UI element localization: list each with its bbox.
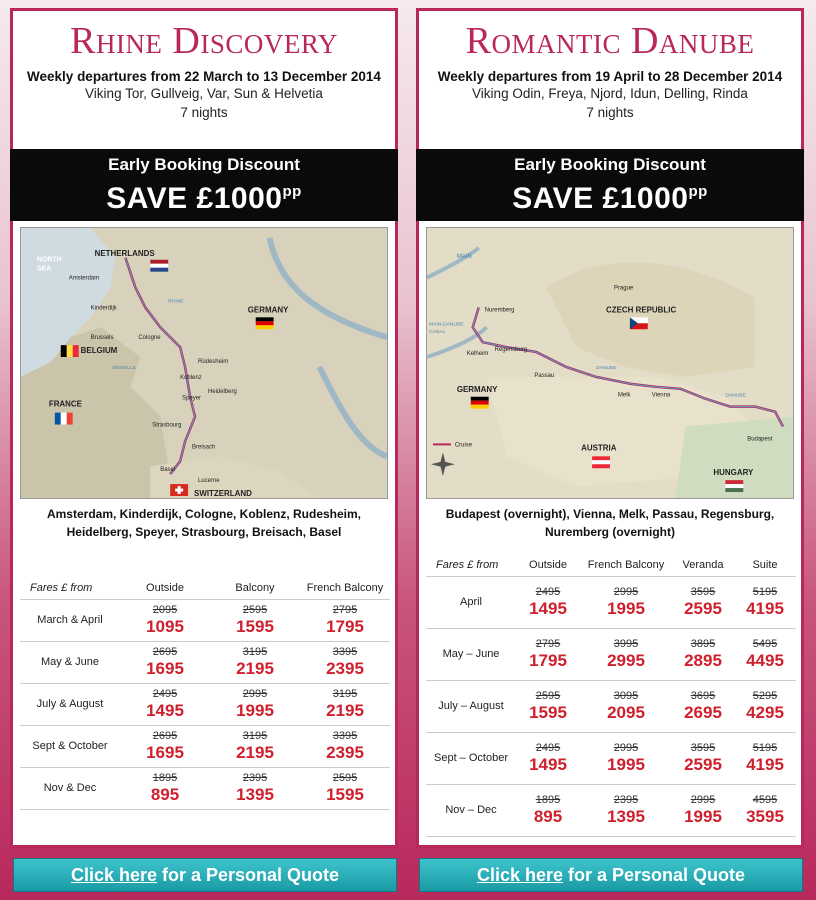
rhine-quote-text: for a Personal Quote xyxy=(157,865,340,885)
old-price: 2395 xyxy=(613,794,639,806)
old-price: 3395 xyxy=(332,646,358,658)
rhine-fare-period: Nov & Dec xyxy=(20,767,120,809)
rhine-map-label-kinderdijk: Kinderdijk xyxy=(90,305,117,312)
discounted-price: 1695 xyxy=(146,743,184,762)
danube-fare-period: April xyxy=(426,576,516,628)
old-price: 2995 xyxy=(690,794,716,806)
danube-map-label-melk: Melk xyxy=(617,392,631,399)
rhine-fare-period: July & August xyxy=(20,683,120,725)
danube-fares-header-0: Fares £ from xyxy=(426,554,516,576)
discounted-price: 1795 xyxy=(529,651,567,670)
hungary-flag-icon xyxy=(725,480,743,492)
old-price: 2595 xyxy=(242,604,268,616)
danube-fare-cell xyxy=(580,680,672,732)
rhine-title: Rhine Discovery xyxy=(70,20,338,62)
danube-discount-banner xyxy=(416,149,804,221)
table-row xyxy=(426,680,796,732)
discounted-price: 3595 xyxy=(746,807,784,826)
danube-fare-cell xyxy=(580,784,672,836)
rhine-map-label-north: NORTH xyxy=(36,256,62,264)
rhine-map-label-germany: GERMANY xyxy=(247,305,289,315)
danube-map-legend-cruise: Cruise xyxy=(454,442,473,449)
table-row xyxy=(20,767,390,809)
rhine-map-label-moselle: MOSELLE xyxy=(112,365,136,371)
rhine-fare-period: Sept & October xyxy=(20,725,120,767)
old-price: 3695 xyxy=(690,690,716,702)
danube-ports: Budapest (overnight), Vienna, Melk, Passau, Regensburg, Nuremberg (overnight) xyxy=(445,507,775,539)
danube-fare-cell xyxy=(516,680,580,732)
discounted-price: 2695 xyxy=(684,703,722,722)
rhine-map-label-cologne: Cologne xyxy=(138,335,161,342)
table-row xyxy=(20,725,390,767)
table-row xyxy=(20,641,390,683)
danube-fare-period: Sept – October xyxy=(426,732,516,784)
rhine-fares-header-2: Balcony xyxy=(210,577,300,599)
discounted-price: 1995 xyxy=(236,701,274,720)
danube-fare-cell xyxy=(672,680,734,732)
old-price: 2795 xyxy=(332,604,358,616)
rhine-fare-cell xyxy=(210,725,300,767)
rhine-fare-cell xyxy=(210,641,300,683)
danube-nights: 7 nights xyxy=(586,105,634,120)
danube-fare-cell xyxy=(672,628,734,680)
rhine-fare-period: May & June xyxy=(20,641,120,683)
table-row xyxy=(426,784,796,836)
discounted-price: 2595 xyxy=(684,599,722,618)
old-price: 3095 xyxy=(613,690,639,702)
rhine-map-label-netherlands: NETHERLANDS xyxy=(94,248,155,258)
discounted-price: 2195 xyxy=(326,701,364,720)
rhine-fare-cell xyxy=(210,599,300,641)
danube-fare-cell xyxy=(580,628,672,680)
old-price: 2495 xyxy=(535,586,561,598)
danube-fare-cell xyxy=(734,576,796,628)
rhine-map-label-basel: Basel xyxy=(160,467,176,474)
old-price: 5195 xyxy=(752,742,778,754)
discounted-price: 1495 xyxy=(146,701,184,720)
danube-map-label-main: MAIN xyxy=(456,253,472,260)
rhine-map-label-breisach: Breisach xyxy=(192,444,216,451)
danube-map xyxy=(426,227,794,499)
danube-fare-cell xyxy=(734,732,796,784)
danube-fares-header-1: Outside xyxy=(516,554,580,576)
rhine-map-label-brussels: Brussels xyxy=(90,335,114,342)
switzerland-flag-icon xyxy=(170,484,188,496)
old-price: 2095 xyxy=(152,604,178,616)
discounted-price: 1395 xyxy=(607,807,645,826)
rhine-banner-save xyxy=(10,175,398,216)
rhine-nights: 7 nights xyxy=(180,105,228,120)
france-flag-icon xyxy=(55,413,73,425)
old-price: 3195 xyxy=(332,688,358,700)
danube-fare-period: July – August xyxy=(426,680,516,732)
belgium-flag-icon xyxy=(61,345,79,357)
old-price: 5195 xyxy=(752,586,778,598)
discounted-price: 2995 xyxy=(607,651,645,670)
danube-map-label-nuremberg: Nuremberg xyxy=(484,307,515,314)
old-price: 3395 xyxy=(332,730,358,742)
old-price: 1895 xyxy=(535,794,561,806)
danube-map-label-vienna: Vienna xyxy=(651,392,671,399)
old-price: 2695 xyxy=(152,730,178,742)
discounted-price: 895 xyxy=(533,807,563,826)
discounted-price: 2895 xyxy=(684,651,722,670)
danube-map-label-regensburg: Regensburg xyxy=(494,347,528,354)
old-price: 2595 xyxy=(332,772,358,784)
rhine-fare-cell xyxy=(120,683,210,725)
danube-fare-cell xyxy=(734,784,796,836)
rhine-fares-header-0: Fares £ from xyxy=(20,577,120,599)
rhine-map xyxy=(20,227,388,499)
rhine-fares-header-1: Outside xyxy=(120,577,210,599)
old-price: 5295 xyxy=(752,690,778,702)
table-row xyxy=(426,732,796,784)
netherlands-flag-icon xyxy=(150,260,168,272)
rhine-save-amount: SAVE £1000 xyxy=(106,182,283,215)
discounted-price: 1695 xyxy=(146,659,184,678)
discounted-price: 1095 xyxy=(146,617,184,636)
old-price: 1895 xyxy=(152,772,178,784)
rhine-map-label-strasbourg: Strasbourg xyxy=(152,422,182,429)
danube-map-label-austria: AUSTRIA xyxy=(581,443,617,453)
danube-fares-table xyxy=(426,554,796,837)
danube-fare-cell xyxy=(734,628,796,680)
danube-fare-cell xyxy=(672,732,734,784)
rhine-fare-cell xyxy=(120,725,210,767)
discounted-price: 4195 xyxy=(746,755,784,774)
danube-fares-header-4: Suite xyxy=(734,554,796,576)
danube-map-label-czech: CZECH REPUBLIC xyxy=(606,305,677,315)
old-price: 3995 xyxy=(613,638,639,650)
danube-save-pp: pp xyxy=(688,183,708,200)
discounted-price: 1495 xyxy=(529,599,567,618)
danube-fare-period: Nov – Dec xyxy=(426,784,516,836)
old-price: 2995 xyxy=(613,586,639,598)
austria-flag-icon xyxy=(592,456,610,468)
discounted-price: 2095 xyxy=(607,703,645,722)
discounted-price: 2395 xyxy=(326,743,364,762)
danube-quote-button[interactable] xyxy=(419,858,803,892)
danube-map-label-canal: CANAL xyxy=(428,330,446,336)
danube-fare-cell xyxy=(672,784,734,836)
danube-fares-header-2: French Balcony xyxy=(580,554,672,576)
table-row xyxy=(20,683,390,725)
rhine-fare-cell xyxy=(120,599,210,641)
old-price: 5495 xyxy=(752,638,778,650)
rhine-ships: Viking Tor, Gullveig, Var, Sun & Helvetia xyxy=(85,86,323,101)
rhine-ports: Amsterdam, Kinderdijk, Cologne, Koblenz, Rudesheim, Heidelberg, Speyer, Strasbourg, Breisach, Basel xyxy=(46,507,362,539)
old-price: 2395 xyxy=(242,772,268,784)
old-price: 3895 xyxy=(690,638,716,650)
old-price: 2995 xyxy=(242,688,268,700)
discounted-price: 2195 xyxy=(236,659,274,678)
danube-map-label-prague: Prague xyxy=(613,285,634,292)
old-price: 3195 xyxy=(242,646,268,658)
old-price: 2495 xyxy=(152,688,178,700)
czech-flag-icon xyxy=(630,317,648,329)
discounted-price: 4295 xyxy=(746,703,784,722)
danube-map-label-kelheim: Kelheim xyxy=(466,351,489,358)
discounted-price: 1795 xyxy=(326,617,364,636)
old-price: 3595 xyxy=(690,586,716,598)
rhine-fare-cell xyxy=(210,683,300,725)
danube-map-label-danube2: DANUBE xyxy=(725,393,747,399)
rhine-banner-heading: Early Booking Discount xyxy=(108,155,300,174)
danube-fare-cell xyxy=(734,680,796,732)
danube-fare-cell xyxy=(516,732,580,784)
germany-flag-icon xyxy=(471,397,489,409)
rhine-map-label-sea: SEA xyxy=(36,265,52,273)
old-price: 2495 xyxy=(535,742,561,754)
old-price: 2695 xyxy=(152,646,178,658)
rhine-fare-cell xyxy=(300,599,390,641)
danube-banner-heading: Early Booking Discount xyxy=(514,155,706,174)
rhine-map-label-france: FRANCE xyxy=(48,399,82,409)
rhine-map-label-koblenz: Koblenz xyxy=(180,374,202,381)
rhine-fare-cell xyxy=(210,767,300,809)
danube-save-amount: SAVE £1000 xyxy=(512,182,689,215)
rhine-map-label-river: RHINE xyxy=(168,299,184,305)
germany-flag-icon xyxy=(256,317,274,329)
rhine-map-label-lucerne: Lucerne xyxy=(198,478,220,485)
discounted-price: 1995 xyxy=(607,599,645,618)
rhine-discount-banner xyxy=(10,149,398,221)
rhine-fares-table xyxy=(20,577,390,810)
rhine-quote-button[interactable] xyxy=(13,858,397,892)
discounted-price: 2195 xyxy=(236,743,274,762)
rhine-save-pp: pp xyxy=(282,183,302,200)
danube-map-label-passau: Passau xyxy=(534,372,555,379)
danube-quote-text: for a Personal Quote xyxy=(563,865,746,885)
danube-quote-link[interactable]: Click here xyxy=(476,865,563,885)
rhine-fares-header-3: French Balcony xyxy=(300,577,390,599)
rhine-fare-cell xyxy=(300,683,390,725)
danube-fare-cell xyxy=(516,628,580,680)
rhine-map-label-heidelberg: Heidelberg xyxy=(207,388,237,395)
discounted-price: 1595 xyxy=(326,785,364,804)
danube-title: Romantic Danube xyxy=(465,20,755,62)
discounted-price: 1595 xyxy=(236,617,274,636)
rhine-departures: Weekly departures from 22 March to 13 December 2014 xyxy=(27,69,381,84)
danube-fares-header-3: Veranda xyxy=(672,554,734,576)
discounted-price: 895 xyxy=(150,785,180,804)
danube-departures: Weekly departures from 19 April to 28 December 2014 xyxy=(437,69,783,84)
rhine-fare-cell xyxy=(300,641,390,683)
danube-fare-cell xyxy=(516,576,580,628)
old-price: 3195 xyxy=(242,730,268,742)
discounted-price: 4495 xyxy=(746,651,784,670)
rhine-map-label-belgium: BELGIUM xyxy=(80,346,118,356)
danube-map-label-germany: GERMANY xyxy=(456,384,498,394)
discounted-price: 4195 xyxy=(746,599,784,618)
table-row xyxy=(426,628,796,680)
danube-map-label-danube1: DANUBE xyxy=(596,365,617,371)
discounted-price: 1395 xyxy=(236,785,274,804)
danube-map-label-main-danube: MAIN-DANUBE xyxy=(428,322,464,328)
rhine-fare-cell xyxy=(300,767,390,809)
discounted-price: 1595 xyxy=(529,703,567,722)
discounted-price: 1495 xyxy=(529,755,567,774)
rhine-map-label-rudesheim: Rüdesheim xyxy=(198,359,229,365)
danube-map-label-hungary: HUNGARY xyxy=(713,468,754,478)
rhine-map-label-amsterdam: Amsterdam xyxy=(68,275,100,282)
discounted-price: 1995 xyxy=(684,807,722,826)
danube-fare-cell xyxy=(516,784,580,836)
discounted-price: 1995 xyxy=(607,755,645,774)
danube-fare-period: May – June xyxy=(426,628,516,680)
discounted-price: 2595 xyxy=(684,755,722,774)
table-row xyxy=(20,599,390,641)
rhine-fare-cell xyxy=(120,641,210,683)
rhine-map-label-speyer: Speyer xyxy=(182,395,202,402)
danube-ships: Viking Odin, Freya, Njord, Idun, Delling, Rinda xyxy=(472,86,748,101)
danube-banner-save xyxy=(416,175,804,216)
rhine-panel xyxy=(10,8,398,848)
old-price: 2795 xyxy=(535,638,561,650)
danube-map-label-budapest: Budapest xyxy=(747,436,773,443)
danube-panel xyxy=(416,8,804,848)
danube-fare-cell xyxy=(580,576,672,628)
old-price: 2595 xyxy=(535,690,561,702)
danube-fare-cell xyxy=(672,576,734,628)
old-price: 2995 xyxy=(613,742,639,754)
rhine-map-label-switzerland: SWITZERLAND xyxy=(194,489,252,498)
danube-fare-cell xyxy=(580,732,672,784)
rhine-fare-cell xyxy=(300,725,390,767)
rhine-quote-link[interactable]: Click here xyxy=(70,865,157,885)
old-price: 4595 xyxy=(752,794,778,806)
old-price: 3595 xyxy=(690,742,716,754)
rhine-fare-period: March & April xyxy=(20,599,120,641)
table-row xyxy=(426,576,796,628)
discounted-price: 2395 xyxy=(326,659,364,678)
rhine-fare-cell xyxy=(120,767,210,809)
